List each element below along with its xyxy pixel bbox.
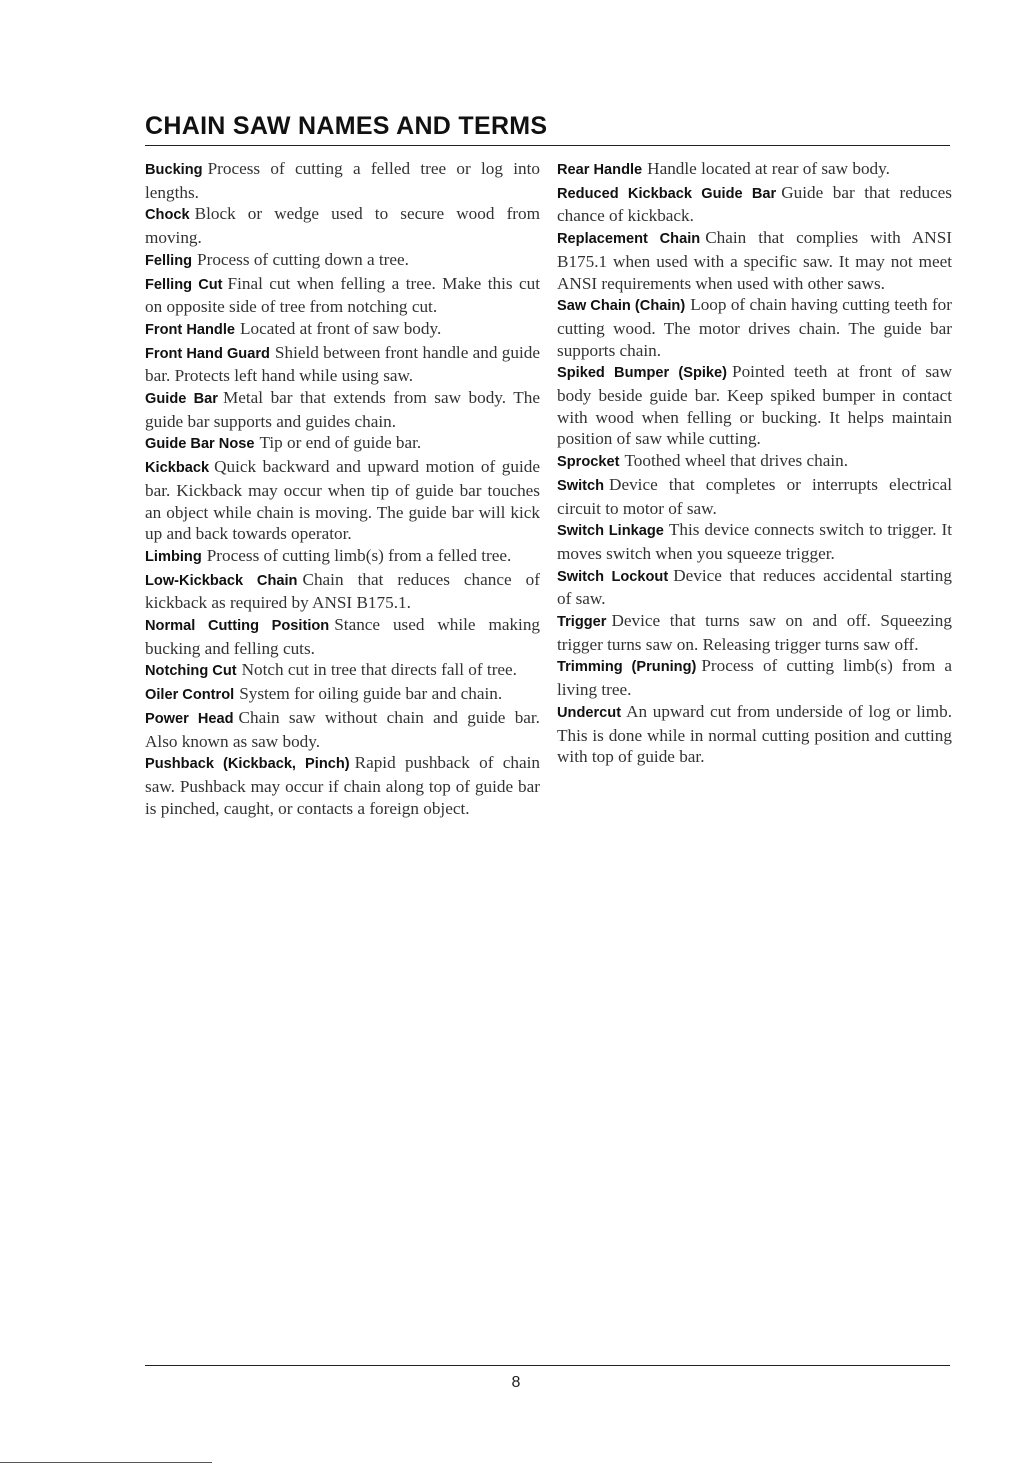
glossary-entry	[145, 158, 540, 203]
glossary-entry	[145, 432, 540, 456]
glossary-term: Switch Linkage	[557, 523, 664, 540]
glossary-entry	[145, 752, 540, 819]
glossary-term: Guide Bar	[145, 391, 218, 408]
glossary-term: Replacement Chain	[557, 231, 701, 248]
glossary-entry	[557, 474, 952, 519]
glossary-term: Front Handle	[145, 321, 235, 338]
right-glossary-column	[557, 158, 952, 768]
glossary-definition: Guide bar that reduces chance of kickback.	[557, 182, 952, 226]
glossary-entry	[145, 456, 540, 545]
scan-edge-line	[0, 1462, 212, 1463]
glossary-term: Reduced Kickback Guide Bar	[557, 185, 777, 202]
glossary-term: Felling Cut	[145, 276, 223, 293]
glossary-term: Switch	[557, 477, 605, 494]
glossary-term: Power Head	[145, 710, 234, 727]
glossary-definition: Rapid pushback of chain saw. Pushback may occur if chain along top of guide bar is pinched, caught, or contacts a foreign object.	[145, 753, 540, 818]
glossary-entry	[557, 701, 952, 768]
glossary-term: Pushback (Kickback, Pinch)	[145, 756, 350, 773]
glossary-definition: Device that completes or interrupts electrical circuit to motor of saw.	[557, 474, 952, 518]
glossary-term: Bucking	[145, 162, 203, 178]
glossary-definition: Stance used while making bucking and felling cuts.	[145, 615, 541, 658]
glossary-term: Trigger	[557, 614, 607, 631]
glossary-definition: An upward cut from underside of log or limb. This is done while in normal cutting position and cutting with top of guide bar.	[557, 701, 952, 767]
glossary-definition: Chain that complies with ANSI B175.1 when used with a specific saw. It may not meet ANSI requirements when used with other saws.	[557, 228, 952, 293]
glossary-entry	[145, 545, 540, 569]
glossary-definition: Metal bar that extends from saw body. The guide bar supports and guides chain.	[145, 388, 540, 431]
glossary-term: Front Hand Guard	[145, 345, 270, 362]
glossary-entry	[557, 158, 952, 182]
glossary-definition: This device connects switch to trigger. It moves switch when you squeeze trigger.	[557, 520, 952, 563]
glossary-term: Saw Chain (Chain)	[557, 298, 686, 315]
glossary-entry	[145, 203, 540, 248]
page-title: CHAIN SAW NAMES AND TERMS	[145, 112, 548, 140]
glossary-definition: Chain that reduces chance of kickback as required by ANSI B175.1.	[145, 569, 540, 613]
glossary-entry	[145, 387, 540, 432]
glossary-entry	[145, 249, 540, 273]
glossary-term: Switch Lockout	[557, 568, 669, 585]
glossary-definition: Process of cutting a felled tree or log into lengths.	[145, 159, 540, 202]
title-divider	[145, 145, 950, 146]
page-number: 8	[511, 1374, 521, 1391]
glossary-definition: Process of cutting limb(s) from a felled tree.	[206, 545, 512, 565]
glossary-term: Rear Handle	[557, 162, 643, 178]
glossary-definition: Final cut when felling a tree. Make this cut on opposite side of tree from notching cut.	[145, 273, 540, 317]
glossary-term: Sprocket	[557, 454, 620, 471]
glossary-term: Trimming (Pruning)	[557, 659, 697, 676]
glossary-definition: System for oiling guide bar and chain.	[239, 684, 503, 704]
glossary-entry	[145, 318, 540, 342]
glossary-term: Limbing	[145, 548, 202, 565]
glossary-definition: Tip or end of guide bar.	[259, 433, 422, 453]
glossary-entry	[557, 655, 952, 700]
glossary-term: Chock	[145, 207, 190, 224]
glossary-entry	[145, 659, 540, 683]
glossary-entry	[557, 182, 952, 227]
glossary-definition: Pointed teeth at front of saw body beside guide bar. Keep spiked bumper in contact with wood when felling or bucking. It helps maintain position of saw while cutting.	[557, 362, 952, 449]
glossary-entry	[145, 273, 540, 318]
glossary-definition: Notch cut in tree that directs fall of tree.	[241, 660, 517, 680]
glossary-term: Undercut	[557, 704, 622, 721]
glossary-term: Oiler Control	[145, 687, 235, 704]
glossary-entry	[145, 342, 540, 387]
glossary-term: Notching Cut	[145, 663, 237, 680]
glossary-entry	[145, 614, 540, 659]
glossary-definition: Located at front of saw body.	[240, 318, 442, 338]
glossary-entry	[145, 683, 540, 707]
left-glossary-column	[145, 158, 540, 819]
footer-divider	[145, 1365, 950, 1366]
glossary-definition: Shield between front handle and guide bar. Protects left hand while using saw.	[145, 342, 540, 386]
glossary-definition: Quick backward and upward motion of guide bar. Kickback may occur when tip of guide bar touches an object while chain is moving. The guide bar will kick up and back towards operator.	[145, 457, 540, 544]
glossary-definition: Chain saw without chain and guide bar. Also known as saw body.	[145, 707, 540, 751]
glossary-term: Felling	[145, 252, 193, 269]
glossary-entry	[557, 294, 952, 361]
glossary-entry	[557, 565, 952, 610]
glossary-definition: Device that turns saw on and off. Squeezing trigger turns saw on. Releasing trigger turns saw off.	[557, 611, 952, 654]
glossary-term: Low-Kickback Chain	[145, 572, 298, 589]
glossary-term: Normal Cutting Position	[145, 618, 330, 635]
glossary-entry	[145, 569, 540, 614]
glossary-entry	[557, 610, 952, 655]
glossary-definition: Process of cutting down a tree.	[197, 249, 409, 269]
glossary-definition: Process of cutting limb(s) from a living tree.	[557, 656, 952, 700]
glossary-definition: Toothed wheel that drives chain.	[624, 451, 849, 471]
glossary-entry	[557, 227, 952, 294]
glossary-entry	[557, 361, 952, 450]
glossary-term: Guide Bar Nose	[145, 436, 255, 453]
glossary-term: Spiked Bumper (Spike)	[557, 365, 728, 382]
glossary-entry	[145, 707, 540, 752]
glossary-entry	[557, 519, 952, 564]
glossary-definition: Loop of chain having cutting teeth for cutting wood. The motor drives chain. The guide bar supports chain.	[557, 295, 953, 360]
glossary-term: Kickback	[145, 460, 210, 477]
glossary-definition: Block or wedge used to secure wood from moving.	[145, 204, 540, 248]
glossary-entry	[557, 450, 952, 474]
glossary-definition: Handle located at rear of saw body.	[647, 159, 890, 178]
glossary-definition: Device that reduces accidental starting of saw.	[557, 565, 952, 609]
